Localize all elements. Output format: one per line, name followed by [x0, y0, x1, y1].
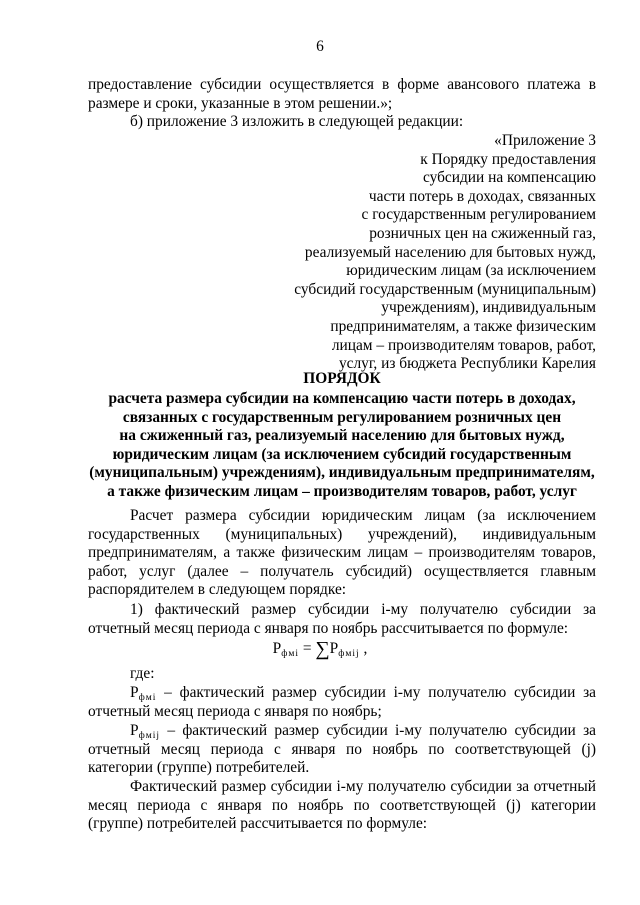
text-line: работ, услуг (далее – получатель субсидий) осуществляется главным	[88, 562, 596, 580]
title-text: ПОРЯДОК	[303, 370, 381, 387]
formula-lhs: P	[272, 640, 282, 657]
document-title	[88, 370, 596, 389]
definition-text: – фактический размер субсидии i-му получателю субсидии за	[160, 722, 596, 739]
formula-equals: =	[299, 640, 316, 657]
appendix-line: части потерь в доходах, связанных	[368, 187, 596, 205]
text-line: размере и сроки, указанные в этом решении.»;	[88, 94, 393, 112]
subtitle-line: юридическим лицам (за исключением субсидий государственным	[112, 445, 572, 463]
formula-lhs-subscript: фмi	[281, 649, 299, 659]
document-subtitle	[80, 390, 604, 502]
formula-rhs-subscript: фмij	[338, 649, 360, 659]
formula-rhs: P	[329, 640, 339, 657]
text-line: отчетный месяц периода с января по ноябрь;	[88, 702, 382, 720]
subtitle-line: а также физическим лицам – производителям товаров, работ, услуг	[107, 482, 577, 500]
where-label: где:	[130, 665, 155, 682]
paragraph-category-size	[88, 778, 596, 834]
text-line: предпринимателям, а также физическим лицам – производителям товаров,	[88, 544, 596, 562]
text-line: государственных (муниципальных) учреждений), индивидуальным	[88, 525, 596, 543]
symbol-subscript: фмij	[138, 731, 161, 741]
text-line: месяц периода с января по ноябрь по соответствующей (j) категории	[88, 796, 596, 814]
text-line: 1) фактический размер субсидии i-му получателю субсидии за	[130, 601, 596, 618]
page-number: 6	[316, 38, 324, 55]
appendix-line: юридическим лицам (за исключением	[346, 262, 596, 280]
definition-line	[88, 722, 596, 741]
definition-p-fmij	[88, 722, 596, 778]
appendix-line: к Порядку предоставления	[420, 150, 596, 168]
appendix-line: реализуемый населению для бытовых нужд,	[304, 243, 596, 261]
symbol-subscript: фмi	[138, 693, 157, 703]
where-label-block	[88, 665, 596, 684]
paragraph-calculation	[88, 507, 596, 600]
text-line: отчетный месяц периода с января по ноябрь по соответствующей (j)	[88, 740, 596, 758]
appendix-line: предпринимателям, а также физическим	[330, 317, 596, 335]
appendix-line: услуг, из бюджета Республики Карелия	[338, 355, 596, 373]
text-line: б) приложение 3 изложить в следующей редакции:	[130, 113, 464, 131]
appendix-line: лицам – производителям товаров, работ,	[331, 336, 596, 354]
paragraph-actual-size	[88, 601, 596, 638]
subtitle-line: связанных с государственным регулированием розничных цен	[122, 408, 562, 426]
definition-line	[88, 684, 596, 703]
symbol: P	[130, 722, 139, 739]
text-line: категории (группе) потребителей.	[88, 759, 310, 777]
intro-text	[88, 76, 596, 132]
appendix-line: «Приложение 3	[494, 132, 596, 149]
appendix-line: учреждениям), индивидуальным	[381, 299, 596, 317]
appendix-line: субсидий государственным (муниципальным)	[294, 280, 596, 298]
text-line: отчетный месяц периода с января по ноябрь рассчитывается по формуле:	[88, 619, 569, 637]
definition-text: – фактический размер субсидии i-му получателю субсидии за	[156, 684, 596, 701]
symbol: P	[130, 684, 139, 701]
text-line: Расчет размера субсидии юридическим лицам (за исключением	[130, 507, 596, 524]
definition-p-fmi	[88, 684, 596, 721]
subtitle-line: расчета размера субсидии на компенсацию части потерь в доходах,	[108, 390, 576, 407]
subtitle-line: (муниципальным) учреждениям), индивидуальным предпринимателям,	[89, 464, 595, 482]
appendix-line: с государственным регулированием	[361, 206, 596, 224]
appendix-line: субсидии на компенсацию	[422, 169, 596, 187]
text-line: Фактический размер субсидии i-му получателю субсидии за отчетный	[130, 778, 596, 795]
appendix-line: розничных цен на сжиженный газ,	[369, 224, 596, 242]
sum-symbol: ∑	[315, 638, 330, 660]
text-line: (группе) потребителей рассчитывается по формуле:	[88, 815, 428, 833]
formula-sum	[0, 640, 640, 664]
formula-tail: ,	[359, 640, 368, 657]
text-line: распорядителем в следующем порядке:	[88, 581, 347, 599]
subtitle-line: на сжиженный газ, реализуемый населению для бытовых нужд,	[119, 427, 565, 445]
appendix-header	[88, 132, 596, 374]
text-line: предоставление субсидии осуществляется в форме авансового платежа в	[88, 76, 596, 93]
